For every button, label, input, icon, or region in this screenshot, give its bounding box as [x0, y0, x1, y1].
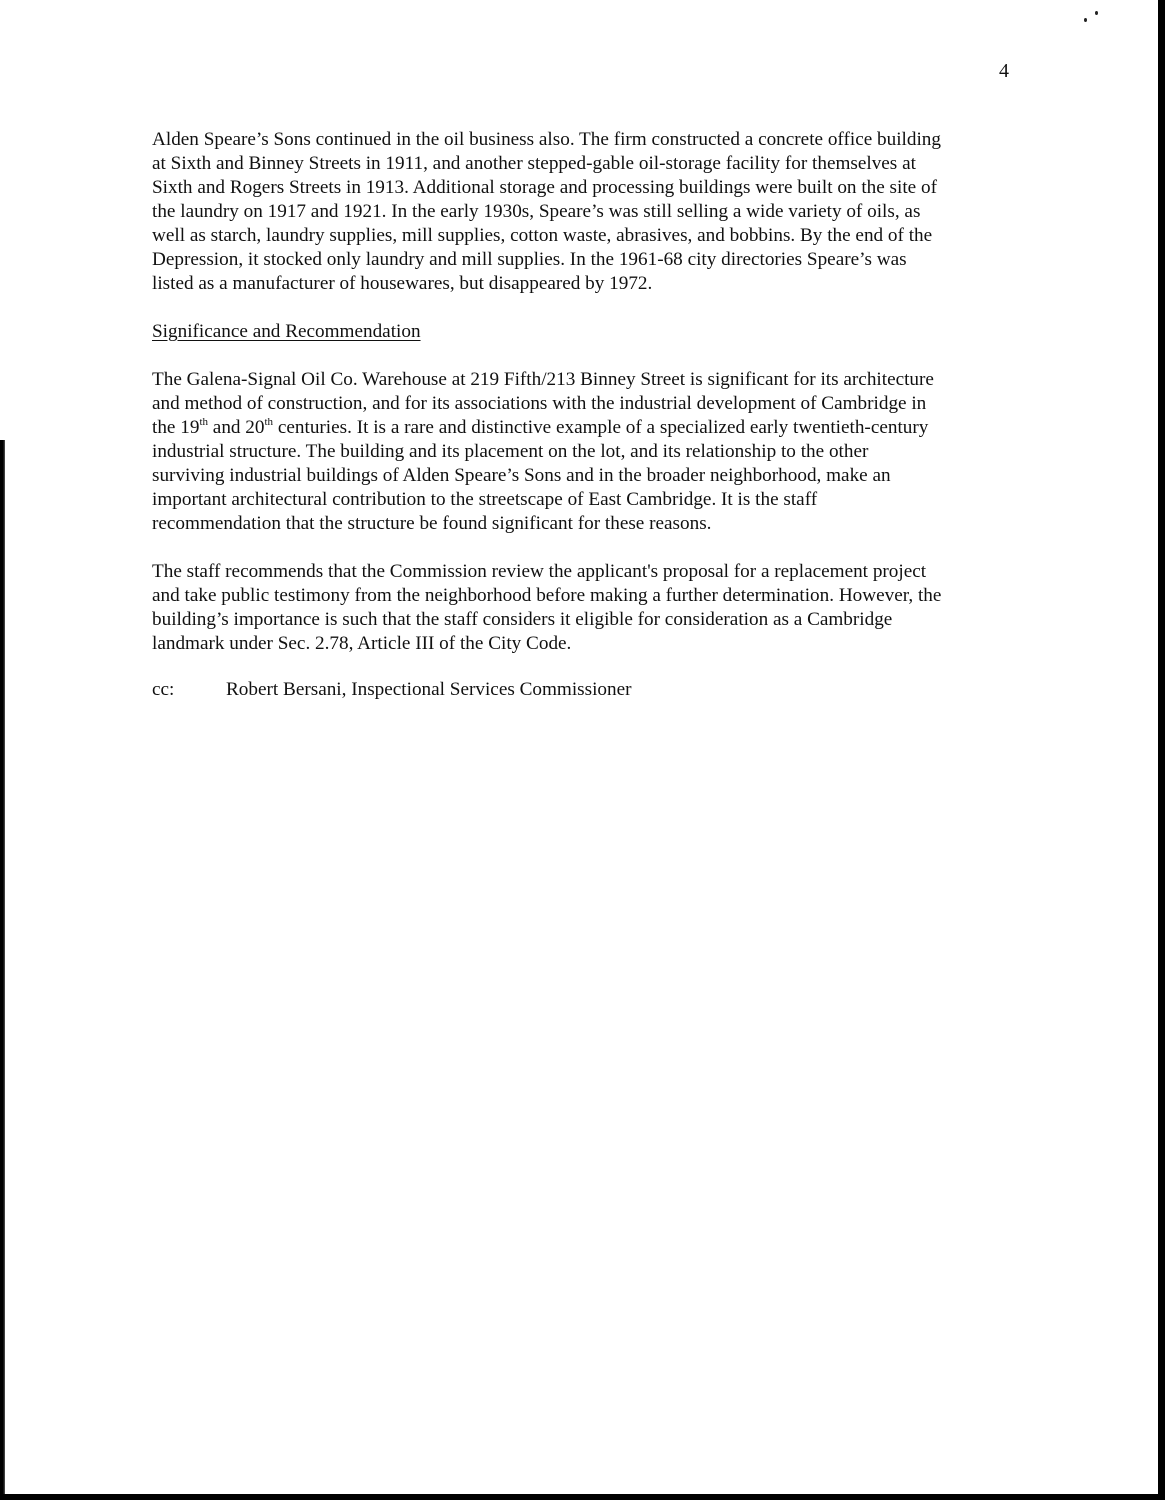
text-line: building’s importance is such that the staff considers it eligible for consideration as a Cambridge	[152, 609, 893, 630]
text-line: landmark under Sec. 2.78, Article III of the City Code.	[152, 633, 572, 654]
scan-border-left	[0, 440, 5, 1500]
cc-label: cc:	[152, 679, 175, 700]
text-line: well as starch, laundry supplies, mill supplies, cotton waste, abrasives, and bobbins. By the end of the	[152, 225, 933, 246]
text-line: and take public testimony from the neighborhood before making a further determination. However, the	[152, 585, 942, 606]
text-line: at Sixth and Binney Streets in 1911, and another stepped-gable oil-storage facility for themselves at	[152, 153, 916, 174]
cc-line	[152, 678, 632, 702]
text-line: surviving industrial buildings of Alden Speare’s Sons and in the broader neighborhood, make an	[152, 465, 891, 486]
scan-speck	[1084, 18, 1087, 22]
text-line: recommendation that the structure be found significant for these reasons.	[152, 513, 712, 534]
section-heading: Significance and Recommendation	[152, 321, 421, 342]
text-line: Alden Speare’s Sons continued in the oil business also. The firm constructed a concrete office building	[152, 129, 941, 150]
text-line: Depression, it stocked only laundry and mill supplies. In the 1961-68 city directories Speare’s was	[152, 249, 907, 270]
text-line: important architectural contribution to the streetscape of East Cambridge. It is the staff	[152, 489, 818, 510]
paragraph-speare-history	[152, 128, 941, 296]
text-fragment: the 19	[152, 417, 200, 438]
paragraph-significance	[152, 368, 934, 536]
text-line: industrial structure. The building and its placement on the lot, and its relationship to the other	[152, 441, 869, 462]
text-line	[152, 416, 934, 440]
text-line: the laundry on 1917 and 1921. In the early 1930s, Speare’s was still selling a wide variety of oils, as	[152, 201, 921, 222]
text-fragment: centuries. It is a rare and distinctive example of a specialized early twentieth-century	[273, 417, 929, 438]
page-number: 4	[999, 60, 1009, 82]
text-line: The Galena-Signal Oil Co. Warehouse at 219 Fifth/213 Binney Street is significant for its architecture	[152, 369, 934, 390]
superscript: th	[199, 416, 208, 428]
superscript: th	[264, 416, 274, 428]
paragraph-recommendation	[152, 560, 941, 656]
text-fragment: and 20	[208, 417, 265, 438]
cc-recipient: Robert Bersani, Inspectional Services Commissioner	[226, 679, 632, 700]
text-line: The staff recommends that the Commission review the applicant's proposal for a replacement project	[152, 561, 927, 582]
scan-border-bottom	[0, 1494, 1165, 1500]
text-line: Sixth and Rogers Streets in 1913. Additional storage and processing buildings were built on the site of	[152, 177, 937, 198]
text-line: listed as a manufacturer of housewares, but disappeared by 1972.	[152, 273, 653, 294]
text-line: and method of construction, and for its associations with the industrial development of Cambridge in	[152, 393, 927, 414]
scan-border-right	[1158, 0, 1165, 1500]
scan-speck	[1095, 11, 1098, 15]
